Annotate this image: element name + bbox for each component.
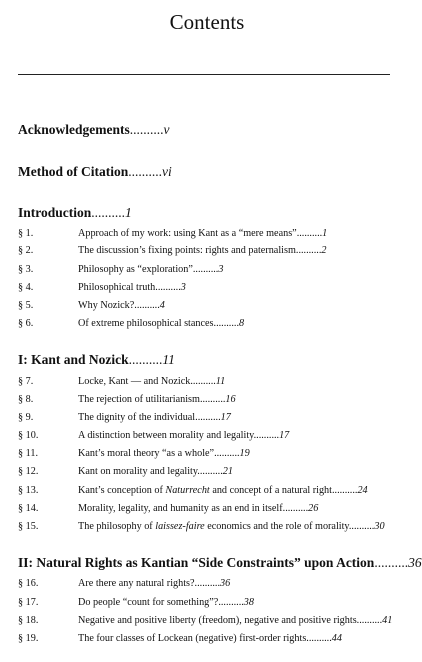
section-number: § 12. — [18, 466, 39, 477]
toc-part-ii[interactable] — [18, 555, 422, 571]
section-title: The dignity of the individual — [78, 412, 196, 423]
leader-dots: .......... — [155, 282, 181, 293]
leader-dots: .......... — [194, 578, 221, 589]
section-number: § 9. — [18, 412, 34, 423]
section-page: 17 — [220, 412, 231, 423]
toc-entry-acknowledgements[interactable] — [18, 122, 170, 138]
section-page: 3 — [218, 264, 224, 275]
section-number: § 4. — [18, 282, 34, 293]
section-title: The four classes of Lockean (negative) first-order rights — [78, 633, 307, 644]
leader-dots: .......... — [195, 412, 221, 423]
leader-dots: .......... — [356, 615, 383, 626]
section-number: § 15. — [18, 521, 39, 532]
section-page: 4 — [159, 300, 165, 311]
leader-dots: .......... — [218, 597, 244, 608]
section-number: § 3. — [18, 264, 34, 275]
section-page: 26 — [308, 503, 319, 514]
leader-dots: .......... — [190, 376, 216, 387]
section-title: Locke, Kant — and Nozick — [78, 376, 191, 387]
page-title: Contents — [169, 10, 245, 34]
entry-page: v — [163, 122, 170, 137]
leader-dots: .......... — [295, 245, 322, 256]
section-title: The rejection of utilitarianism — [78, 394, 200, 405]
section-number: § 6. — [18, 318, 34, 329]
section-title: Kant on morality and legality — [78, 466, 198, 477]
section-title: Do people “count for something”? — [78, 597, 219, 608]
section-page: 3 — [180, 282, 186, 293]
section-page: 44 — [331, 633, 342, 644]
leader-dots: .......... — [282, 503, 309, 514]
entry-label: Acknowledgements — [18, 122, 130, 137]
section-title-post: economics and the role of morality — [204, 521, 349, 532]
toc-part-i[interactable] — [18, 352, 175, 368]
leader-dots: .......... — [129, 122, 164, 137]
section-number: § 5. — [18, 300, 34, 311]
section-number: § 18. — [18, 615, 39, 626]
part-label: I: Kant and Nozick — [18, 352, 129, 367]
leader-dots: .......... — [197, 466, 223, 477]
section-number: § 13. — [18, 485, 39, 496]
section-title: Of extreme philosophical stances — [78, 318, 214, 329]
section-number: § 2. — [18, 245, 34, 256]
section-title-post: and concept of a natural right — [209, 485, 332, 496]
section-number: § 16. — [18, 578, 39, 589]
section-page: 41 — [382, 615, 393, 626]
section-title: Negative and positive liberty (freedom), negative and positive rights — [78, 615, 357, 626]
entry-page: vi — [162, 164, 172, 179]
section-page: 19 — [239, 448, 250, 459]
section-title: A distinction between morality and legality — [78, 430, 254, 441]
section-page: 11 — [215, 376, 226, 387]
leader-dots: .......... — [134, 300, 160, 311]
section-page: 2 — [321, 245, 327, 256]
section-title-italic: Naturrecht — [165, 485, 210, 496]
section-title: Kant’s moral theory “as a whole” — [78, 448, 215, 459]
leader-dots: .......... — [214, 448, 240, 459]
section-page: 21 — [222, 466, 233, 477]
leader-dots: .......... — [331, 485, 358, 496]
leader-dots: .......... — [128, 164, 162, 179]
section-title-pre: Kant’s conception of — [78, 485, 166, 496]
section-title: Philosophy as “exploration” — [78, 264, 193, 275]
section-page: 38 — [243, 597, 254, 608]
leader-dots: .......... — [192, 264, 219, 275]
section-title: The discussion’s fixing points: rights and paternalism — [78, 245, 296, 256]
leader-dots: .......... — [306, 633, 332, 644]
section-title: Approach of my work: using Kant as a “mere means” — [78, 228, 297, 239]
leader-dots: .......... — [296, 228, 323, 239]
title-divider — [18, 74, 390, 75]
section-number: § 14. — [18, 503, 39, 514]
section-page: 30 — [374, 521, 385, 532]
section-number: § 17. — [18, 597, 39, 608]
section-title-pre: The philosophy of — [78, 521, 156, 532]
section-number: § 8. — [18, 394, 34, 405]
entry-label: Method of Citation — [18, 164, 129, 179]
section-page: 8 — [238, 318, 245, 329]
section-number: § 19. — [18, 633, 39, 644]
part-label: II: Natural Rights as Kantian “Side Constraints” upon Action — [18, 555, 375, 570]
part-page: 36 — [408, 555, 422, 570]
section-page: 36 — [220, 578, 231, 589]
leader-dots: .......... — [91, 205, 126, 220]
section-number: § 11. — [18, 448, 38, 459]
section-page: 24 — [357, 485, 368, 496]
section-page: 16 — [225, 394, 236, 405]
leader-dots: .......... — [253, 430, 280, 441]
section-number: § 10. — [18, 430, 39, 441]
section-title: Philosophical truth — [78, 282, 156, 293]
toc-part-introduction[interactable] — [18, 205, 132, 221]
section-number: § 7. — [18, 376, 34, 387]
section-title-italic: laissez-faire — [155, 521, 205, 532]
section-title: Why Nozick? — [78, 300, 135, 311]
toc-entry-method-of-citation[interactable] — [18, 164, 172, 180]
leader-dots: .......... — [213, 318, 239, 329]
part-page: 1 — [125, 205, 132, 220]
section-title: Are there any natural rights? — [78, 578, 195, 589]
part-label: Introduction — [18, 205, 92, 220]
section-page: 17 — [279, 430, 290, 441]
part-page: 11 — [162, 352, 175, 367]
leader-dots: .......... — [199, 394, 226, 405]
leader-dots: .......... — [348, 521, 375, 532]
leader-dots: .......... — [374, 555, 409, 570]
section-page: 1 — [322, 228, 328, 239]
section-number: § 1. — [18, 228, 34, 239]
section-title: Morality, legality, and humanity as an end in itself — [78, 503, 283, 514]
leader-dots: .......... — [128, 352, 163, 367]
